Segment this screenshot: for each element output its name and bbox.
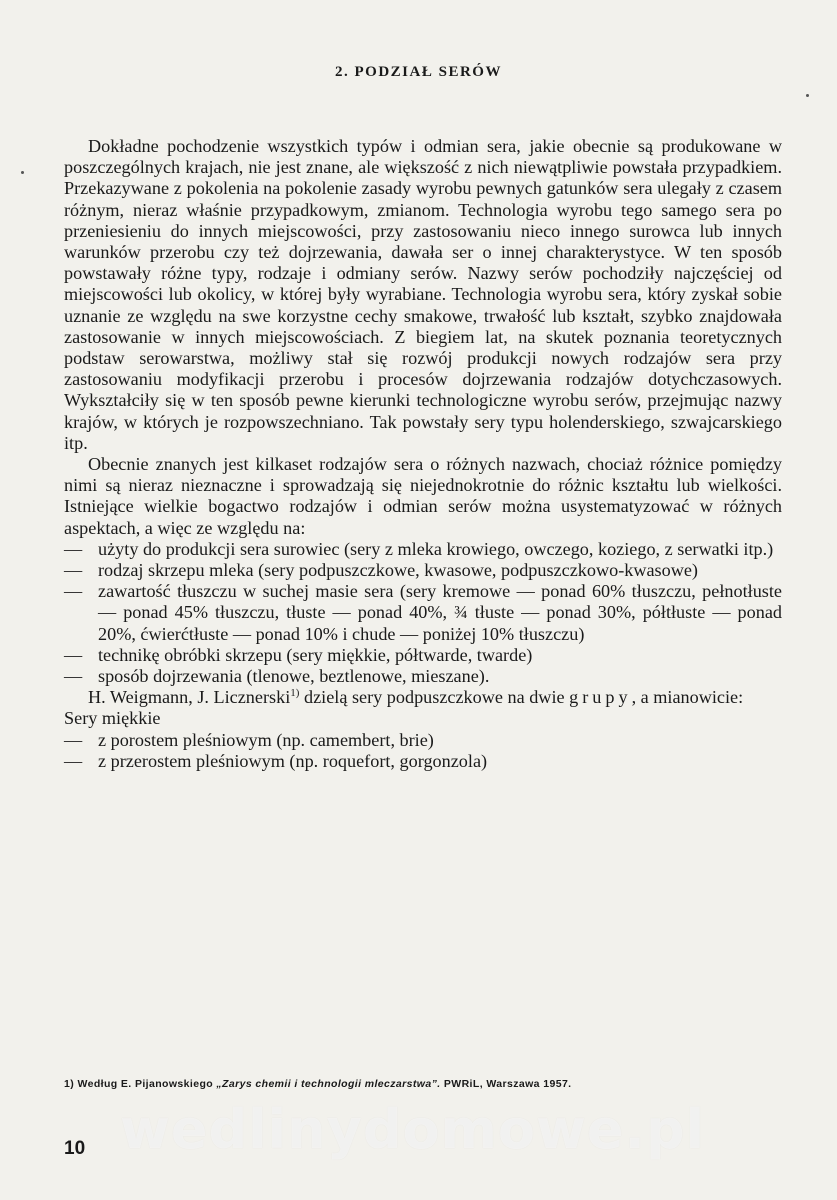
dash: — [64,581,83,602]
paragraph-groups [64,687,782,708]
soft-cheeses-heading: Sery miękkie [64,708,161,729]
list-item-text: technikę obróbki skrzepu (sery miękkie, półtwarde, twarde) [98,644,533,665]
list-item [64,539,782,560]
dash: — [64,560,83,581]
list-item-text: rodzaj skrzepu mleka (sery podpuszczkowe, kwasowe, podpuszczkowo-kwasowe) [98,560,698,581]
footnote-book-title: „Zarys chemii i technologii mleczarstwa”. [216,1078,441,1090]
watermark: wedlinydomowe.pl [120,1098,706,1161]
authors: H. Weigmann, J. Licznerski [88,687,291,708]
list-item-text: z przerostem pleśniowym (np. roquefort, gorgonzola) [98,750,488,771]
footnote [64,1077,782,1091]
list-item-text: użyty do produkcji sera surowiec (sery z mleka krowiego, owczego, koziego, z serwatki itp.) [98,538,774,559]
list-item-text: zawartość tłuszczu w suchej masie sera (sery kremowe — ponad 60% tłuszczu, pełnotłuste — ponad 45% tłuszczu, tłuste — ponad 40%, ¾ tłuste — ponad 30%, półtłuste — ponad 20%, ćwierćtłuste — ponad 10% i chude — poniżej 10% tłuszczu) [98,581,782,644]
aspect-list [64,539,782,687]
dash: — [64,666,83,687]
dash: — [64,750,83,771]
footnote-prefix: Według E. Pijanowskiego [77,1078,217,1090]
dash: — [64,538,83,559]
list-item [64,560,782,581]
list-item-text: sposób dojrzewania (tlenowe, beztlenowe, mieszane). [98,666,490,687]
list-item [64,751,782,772]
print-speck [806,94,809,97]
print-speck [21,171,24,174]
dash: — [64,644,83,665]
paragraph-origin: Dokładne pochodzenie wszystkich typów i odmian sera, jakie obecnie są produkowane w poszczególnych krajach, nie jest znane, ale większość z nich niewątpliwie powstała przypadkiem. Przekazywane z pokolenia na pokolenie zasady wyrobu pewnych gatunków sera ulegały z czasem różnym, nieraz właśnie przypadkowym, zmianom. Technologia wyrobu tego samego sera po przeniesieniu do innych miejscowości, przy zastosowaniu nieco innego surowca lub innych warunków przerobu czy też dojrzewania, dawała ser o innej charakterystyce. W ten sposób powstawały różne typy, rodzaje i odmiany serów. Nazwy serów pochodziły najczęściej od miejscowości lub okolicy, w której były wyrabiane. Technologia wyrobu sera, który zyskał sobie uznanie ze względu na swe korzystne cechy smakowe, trwałość lub kształt, szybko znajdowała zastosowanie w innych miejscowościach. Z biegiem lat, na skutek poznania teoretycznych podstaw serowarstwa, możliwy stał się rozwój produkcji nowych rodzajów sera przy zastosowaniu modyfikacji przerobu i procesów dojrzewania rodzajów dotychczasowych. Wykształciły się w ten sposób pewne kierunki technologiczne wyrobu serów, przejmując nazwy krajów, w których je rozpowszechniano. Tak powstały sery typu holenderskiego, szwajcarskiego itp. [64,136,782,453]
footnote-reference: 1) [290,687,300,700]
dash: — [64,729,83,750]
list-item [64,581,782,645]
spaced-word: grupy [569,687,632,708]
soft-cheese-list [64,730,782,772]
footnote-suffix: PWRiL, Warszawa 1957. [440,1078,572,1090]
list-item [64,730,782,751]
list-item-text: z porostem pleśniowym (np. camembert, brie) [98,729,434,750]
paragraph-classification: Obecnie znanych jest kilkaset rodzajów sera o różnych nazwach, chociaż różnice pomiędzy nimi są nieraz nieznaczne i sprowadzają się niejednokrotnie do różnic kształtu lub wielkości. Istniejące wielkie bogactwo rodzajów i odmian serów można usystematyzować w różnych aspektach, a więc ze względu na: [64,454,782,538]
section-title: 2. PODZIAŁ SERÓW [335,64,502,80]
footnote-marker: 1) [64,1078,75,1090]
list-item [64,645,782,666]
paragraph-groups-end: , a mianowicie: [631,687,744,708]
page-number: 10 [64,1138,86,1159]
paragraph-groups-text: dzielą sery podpuszczkowe na dwie [299,687,570,708]
list-item [64,666,782,687]
body-text [64,136,782,772]
